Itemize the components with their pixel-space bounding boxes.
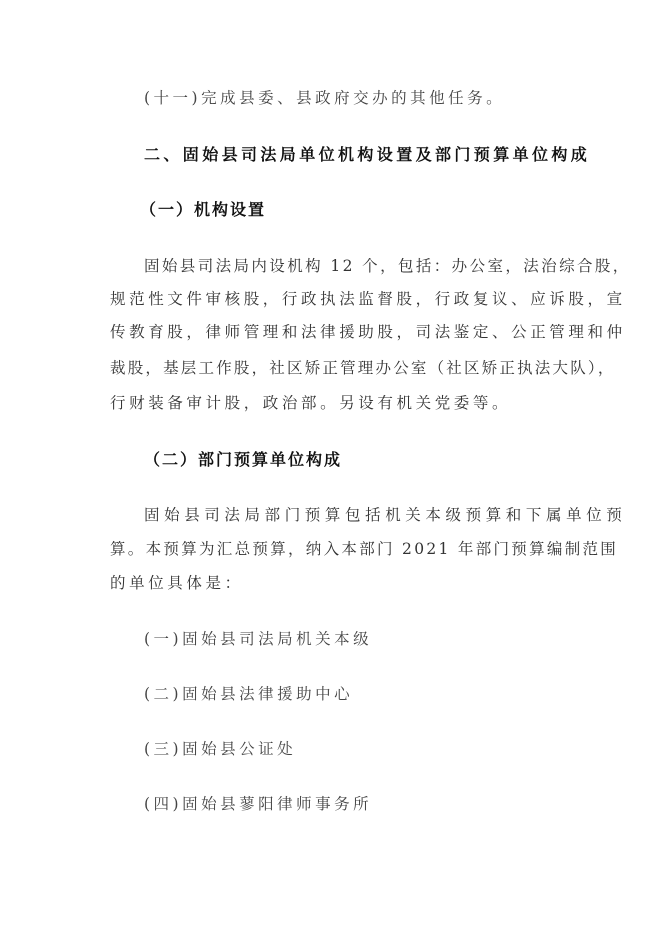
paragraph-line: 行财装备审计股，政治部。另设有机关党委等。 bbox=[110, 394, 512, 412]
paragraph-line: 固始县司法局部门预算包括机关本级预算和下属单位预 bbox=[144, 506, 627, 524]
unit-list-item: (四)固始县蓼阳律师事务所 bbox=[144, 795, 373, 813]
paragraph-line: 的单位具体是： bbox=[110, 574, 244, 592]
unit-list-item: (一)固始县司法局机关本级 bbox=[144, 630, 373, 648]
section-two-heading: 二、固始县司法局单位机构设置及部门预算单位构成 bbox=[144, 145, 591, 164]
subsection-one-heading: （一）机构设置 bbox=[140, 200, 267, 219]
unit-list-item: (二)固始县法律援助中心 bbox=[144, 685, 354, 703]
paragraph-line: 规范性文件审核股，行政执法监督股，行政复议、应诉股，宣 bbox=[110, 290, 626, 308]
paragraph-line: 固始县司法局内设机构 12 个，包括：办公室，法治综合股， bbox=[144, 257, 631, 275]
paragraph-line: 传教育股，律师管理和法律援助股，司法鉴定、公正管理和仲 bbox=[110, 323, 626, 341]
paragraph-line: 算。本预算为汇总预算，纳入本部门 2021 年部门预算编制范围 bbox=[110, 540, 619, 558]
unit-list-item: (三)固始县公证处 bbox=[144, 740, 297, 758]
subsection-two-heading: （二）部门预算单位构成 bbox=[144, 450, 343, 469]
item-eleven-text: (十一)完成县委、县政府交办的其他任务。 bbox=[144, 89, 506, 107]
paragraph-line: 裁股，基层工作股，社区矫正管理办公室（社区矫正执法大队）， bbox=[110, 359, 616, 377]
